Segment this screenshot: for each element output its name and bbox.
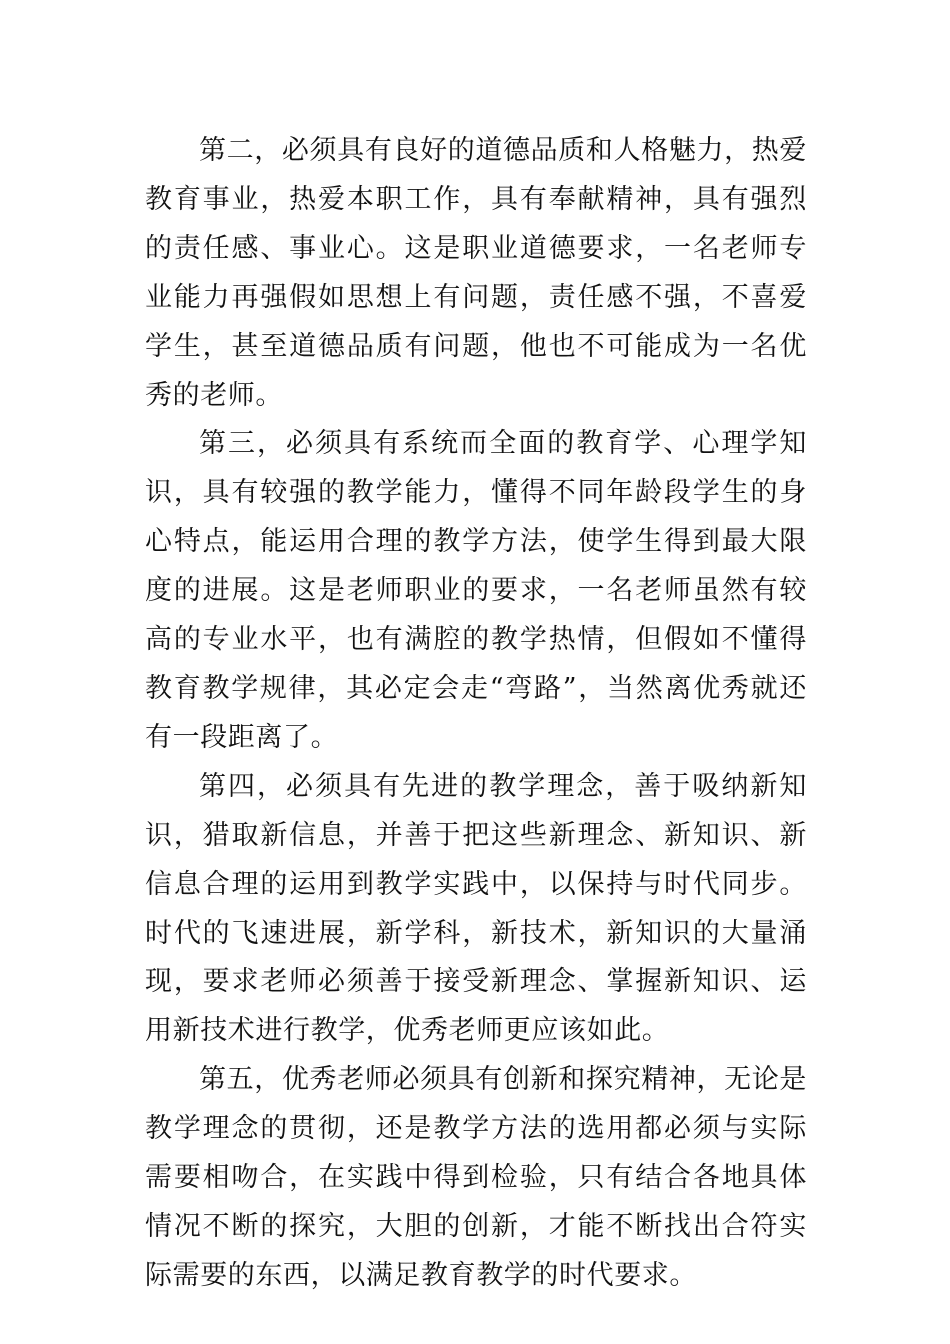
document-body — [145, 127, 807, 1301]
paragraph-fifth: 第五，优秀老师必须具有创新和探究精神，无论是教学理念的贯彻，还是教学方法的选用都必须与实际需要相吻合，在实践中得到检验，只有结合各地具体情况不断的探究，大胆的创新，才能不断找出合符实际需要的东西，以满足教育教学的时代要求。 — [145, 1064, 807, 1291]
paragraph-third: 第三，必须具有系统而全面的教育学、心理学知识，具有较强的教学能力，懂得不同年龄段学生的身心特点，能运用合理的教学方法，使学生得到最大限度的进展。这是老师职业的要求，一名老师虽然有较高的专业水平，也有满腔的教学热情，但假如不懂得教育教学规律，其必定会走“弯路”，当然离优秀就还有一段距离了。 — [145, 428, 807, 753]
paragraph-second: 第二，必须具有良好的道德品质和人格魅力，热爱教育事业，热爱本职工作，具有奉献精神，具有强烈的责任感、事业心。这是职业道德要求，一名老师专业能力再强假如思想上有问题，责任感不强，不喜爱学生，甚至道德品质有问题，他也不可能成为一名优秀的老师。 — [145, 135, 807, 411]
paragraph-fourth: 第四，必须具有先进的教学理念，善于吸纳新知识，猎取新信息，并善于把这些新理念、新知识、新信息合理的运用到教学实践中，以保持与时代同步。时代的飞速进展，新学科，新技术，新知识的大量涌现，要求老师必须善于接受新理念、掌握新知识、运用新技术进行教学，优秀老师更应该如此。 — [145, 770, 807, 1047]
